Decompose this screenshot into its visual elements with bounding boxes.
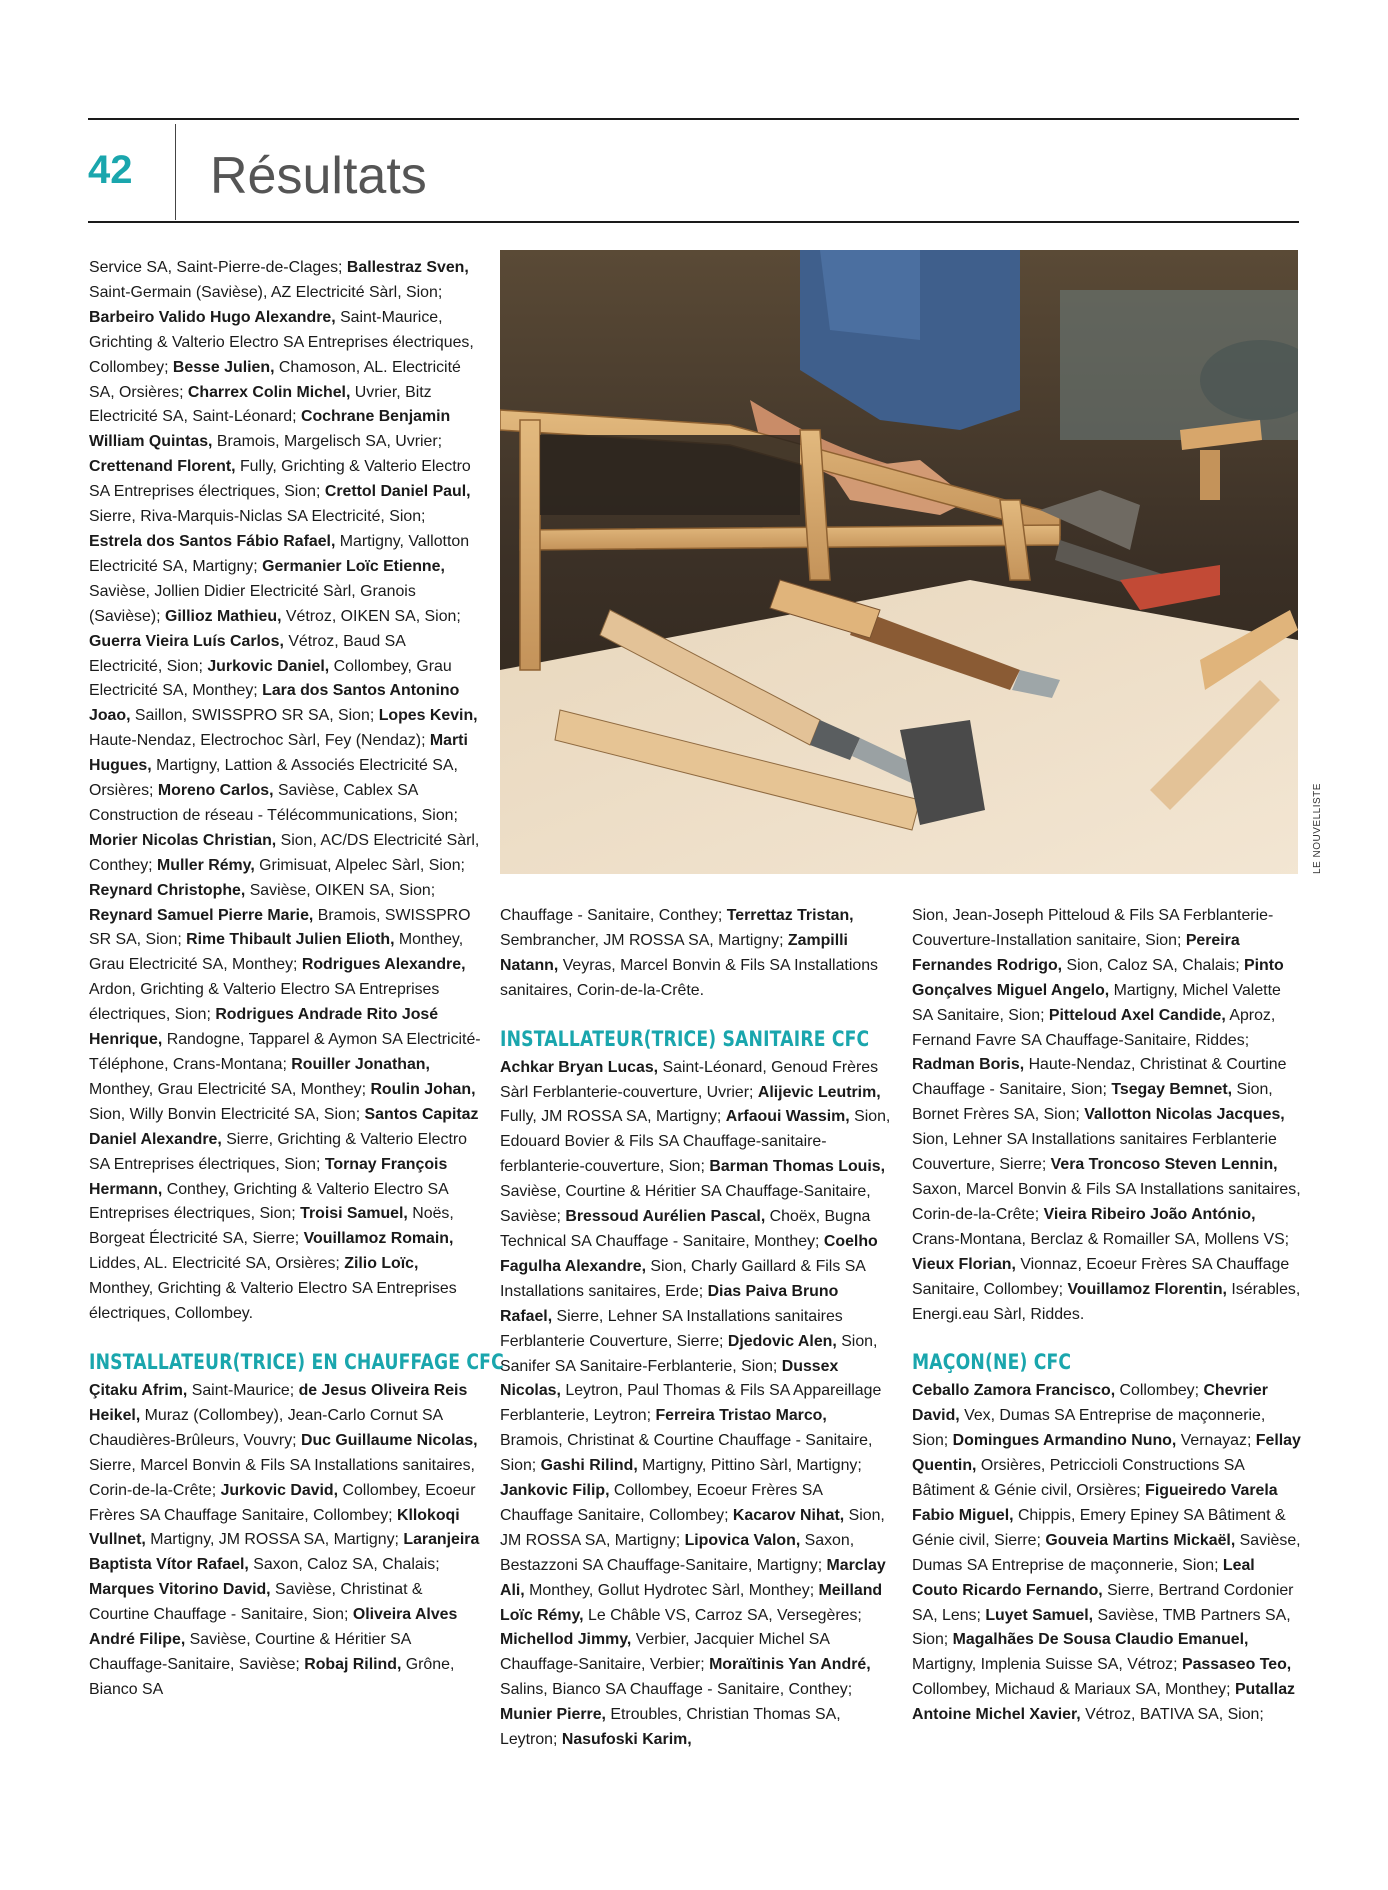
graduate-details: Saxon, Bestazzoni SA Chauffage-Sanitaire, Martigny; [500, 1531, 855, 1574]
graduate-details: Collombey; [1115, 1382, 1204, 1400]
graduate-details: Vionnaz, Ecoeur Frères SA Chauffage Sanitaire, Collombey; [912, 1255, 1290, 1298]
graduate-details: Monthey, Gollut Hydrotec Sàrl, Monthey; [524, 1581, 819, 1599]
graduate-name: Gouveia Martins Mickaël, [1045, 1531, 1236, 1549]
graduate-name: Troisi Samuel, [300, 1205, 408, 1223]
graduate-name: Achkar Bryan Lucas, [500, 1058, 659, 1076]
graduate-name: Laranjeira Baptista Vítor Rafael, [89, 1531, 480, 1574]
graduate-name: Rouiller Jonathan, [291, 1056, 430, 1073]
graduate-details: Savièse, TMB Partners SA, Sion; [912, 1606, 1291, 1649]
graduate-details: Crans-Montana, Berclaz & Romailler SA, Mollens VS; [912, 1230, 1290, 1248]
graduate-details: Choëx, Bugna Technical SA Chauffage - Sanitaire, Monthey; [500, 1208, 871, 1250]
graduate-name: Guerra Vieira Luís Carlos, [89, 632, 284, 650]
carpentry-illustration [500, 250, 1298, 874]
graduate-details: Sion, Edouard Bovier & Fils SA Chauffage-sanitaire-ferblanterie-couverture, Sion; [500, 1108, 891, 1176]
graduate-details: Savièse, Dumas SA Entreprise de maçonnerie, Sion; [912, 1531, 1301, 1574]
graduate-details: Sion, Sanifer SA Sanitaire-Ferblanterie, Sion; [500, 1332, 878, 1375]
graduate-details: Ardon, Grichting & Valterio Electro SA Entreprises électriques, Sion; [89, 981, 440, 1024]
graduate-details: Salins, Bianco SA Chauffage - Sanitaire, Conthey; [500, 1681, 853, 1699]
graduate-name: Passaseo Teo, [1181, 1656, 1292, 1674]
graduate-details: Sion, AC/DS Electricité Sàrl, Conthey; [89, 831, 480, 874]
graduate-details: Bramois, Margelisch SA, Uvrier; [212, 433, 443, 451]
results-paragraph [89, 1379, 481, 1703]
graduate-details: Saxon, Marcel Bonvin & Fils SA Installations sanitaires, Corin-de-la-Crête; [912, 1180, 1301, 1223]
graduate-details: Sierre, Lehner SA Installations sanitaires Ferblanterie Couverture, Sierre; [500, 1307, 843, 1350]
graduate-name: Lopes Kevin, [378, 707, 478, 725]
graduate-details: Verbier, Jacquier Michel SA Chauffage-Sanitaire, Verbier; [500, 1631, 830, 1674]
graduate-details: Vétroz, BATIVA SA, Sion; [1080, 1706, 1264, 1724]
graduate-name: Pinto Gonçalves Miguel Angelo, [912, 956, 1284, 999]
graduate-details: Sion, Bornet Frères SA, Sion; [912, 1081, 1273, 1124]
graduate-name: Lara dos Santos Antonino Joao, [89, 682, 460, 725]
graduate-name: Çitaku Afrim, [89, 1381, 188, 1399]
graduate-name: Ferreira Tristao Marco, [655, 1407, 827, 1425]
graduate-details: Bramois, SWISSPRO SR SA, Sion; [89, 906, 471, 949]
graduate-details: Sion, Jean-Joseph Pitteloud & Fils SA Ferblanterie-Couverture-Installation sanitaire, Sion; [912, 907, 1274, 949]
graduate-name: Ballestraz Sven, [346, 259, 469, 276]
graduate-details: Saxon, Caloz SA, Chalais; [248, 1556, 440, 1574]
graduate-name: Vouillamoz Florentin, [1067, 1280, 1227, 1298]
graduate-details: Veyras, Marcel Bonvin & Fils SA Installations sanitaires, Corin-de-la-Crête. [500, 956, 878, 999]
graduate-name: Crettenand Florent, [89, 458, 236, 476]
graduate-name: Magalhães De Sousa Claudio Emanuel, [952, 1631, 1249, 1649]
graduate-details: Sierre, Marcel Bonvin & Fils SA Installations sanitaires, Corin-de-la-Crête; [89, 1456, 475, 1499]
graduate-details: Muraz (Collombey), Jean-Carlo Cornut SA Chaudières-Brûleurs, Vouvry; [89, 1406, 443, 1449]
graduate-details: Aproz, Fernand Favre SA Chauffage-Sanitaire, Riddes; [912, 1006, 1276, 1049]
graduate-name: Alijevic Leutrim, [757, 1083, 881, 1101]
graduate-name: de Jesus Oliveira Reis Heikel, [89, 1381, 468, 1424]
text-column-3 [912, 904, 1304, 1728]
graduate-name: Kllokoqi Vullnet, [89, 1506, 460, 1549]
woodworking-photo [500, 250, 1298, 874]
graduate-name: Zampilli Natann, [500, 931, 848, 974]
graduate-details: Saillon, SWISSPRO SR SA, Sion; [130, 707, 379, 725]
graduate-details: Saint-Maurice; [187, 1381, 299, 1399]
graduate-details: Savièse, Jollien Didier Electricité Sàrl, Granois (Savièse); [89, 582, 416, 625]
graduate-details: Chippis, Emery Epiney SA Bâtiment & Génie civil, Sierre; [912, 1506, 1286, 1549]
graduate-name: Gillioz Mathieu, [164, 607, 282, 625]
graduate-name: Dias Paiva Bruno Rafael, [500, 1282, 839, 1325]
graduate-name: Barbeiro Valido Hugo Alexandre, [89, 308, 336, 326]
graduate-details: Sierre, Grichting & Valterio Electro SA Entreprises électriques, Sion; [89, 1130, 467, 1173]
page-title: Résultats [210, 147, 427, 205]
graduate-details: Saint-Léonard, Genoud Frères Sàrl Ferblanterie-couverture, Uvrier; [500, 1058, 879, 1101]
graduate-details: Haute-Nendaz, Christinat & Courtine Chauffage - Sanitaire, Sion; [912, 1056, 1287, 1099]
graduate-details: Noës, Borgeat Électricité SA, Sierre; [89, 1205, 454, 1248]
graduate-name: Charrex Colin Michel, [187, 383, 351, 401]
graduate-details: Leytron, Paul Thomas & Fils SA Appareillage Ferblanterie, Leytron; [500, 1382, 882, 1425]
graduate-name: Rodrigues Alexandre, [301, 956, 466, 974]
graduate-details: Savièse, Cablex SA Construction de réseau - Télécommunications, Sion; [89, 782, 458, 824]
graduate-name: Leal Couto Ricardo Fernando, [912, 1556, 1255, 1599]
graduate-name: Estrela dos Santos Fábio Rafael, [89, 532, 336, 550]
graduate-details: Monthey, Grau Electricité SA, Monthey; [89, 931, 464, 974]
graduate-details: Sion, JM ROSSA SA, Martigny; [500, 1506, 885, 1549]
graduate-details: Martigny, JM ROSSA SA, Martigny; [145, 1531, 404, 1549]
graduate-name: Dussex Nicolas, [500, 1357, 839, 1400]
graduate-name: Ceballo Zamora Francisco, [912, 1382, 1116, 1400]
graduate-details: Savièse, Courtine & Héritier SA Chauffage-Sanitaire, Savièse; [89, 1631, 411, 1673]
section-heading: INSTALLATEUR(TRICE) SANITAIRE CFC [500, 1026, 870, 1051]
results-paragraph [912, 904, 1304, 1327]
section-heading: MAÇON(NE) CFC [912, 1350, 1072, 1375]
graduate-details: Grimisuat, Alpelec Sàrl, Sion; [254, 856, 465, 874]
text-column-2 [500, 904, 892, 1753]
graduate-name: Pitteloud Axel Candide, [1048, 1006, 1226, 1024]
graduate-name: Zilio Loïc, [344, 1255, 419, 1273]
graduate-name: Moraïtinis Yan André, [709, 1656, 871, 1674]
graduate-name: Rodrigues Andrade Rito José Henrique, [89, 1006, 439, 1049]
graduate-details: Martigny, Implenia Suisse SA, Vétroz; [912, 1656, 1182, 1674]
graduate-details: Haute-Nendaz, Electrochoc Sàrl, Fey (Nendaz); [89, 732, 430, 750]
graduate-details: Vernayaz; [1176, 1432, 1256, 1450]
graduate-details: Martigny, Vallotton Electricité SA, Martigny; [89, 532, 470, 575]
graduate-name: Crettol Daniel Paul, [324, 483, 471, 501]
photo-credit: LE NOUVELLISTE [1312, 783, 1323, 874]
graduate-name: Reynard Christophe, [89, 881, 246, 899]
graduate-name: Bressoud Aurélien Pascal, [565, 1208, 766, 1226]
graduate-name: Figueiredo Varela Fabio Miguel, [912, 1482, 1278, 1524]
graduate-details: Fully, Grichting & Valterio Electro SA Entreprises électriques, Sion; [89, 458, 471, 501]
graduate-details: Liddes, AL. Electricité SA, Orsières; [89, 1255, 345, 1273]
graduate-details: Le Châble VS, Carroz SA, Versegères; [583, 1606, 862, 1624]
graduate-details: Martigny, Lattion & Associés Electricité SA, Orsières; [89, 757, 458, 800]
graduate-name: Luyet Samuel, [985, 1606, 1094, 1624]
graduate-details: Chamoson, AL. Electricité SA, Orsières; [89, 358, 461, 401]
graduate-details: Sion, Caloz SA, Chalais; [1062, 956, 1245, 974]
graduate-name: Marclay Ali, [500, 1556, 886, 1599]
graduate-details: Saint-Maurice, Grichting & Valterio Electro SA Entreprises électriques, Collombey; [89, 308, 474, 376]
graduate-details: Randogne, Tapparel & Aymon SA Electricité-Téléphone, Crans-Montana; [89, 1031, 481, 1073]
graduate-details: Sion, Lehner SA Installations sanitaires Ferblanterie Couverture, Sierre; [912, 1131, 1277, 1174]
page-number: 42 [88, 148, 133, 192]
graduate-name: Marti Hugues, [89, 732, 468, 775]
results-paragraph [89, 256, 481, 1327]
graduate-name: Germanier Loïc Etienne, [262, 557, 445, 575]
graduate-details: Grône, Bianco SA [89, 1655, 455, 1698]
graduate-details: Saint-Germain (Savièse), AZ Electricité Sàrl, Sion; [89, 283, 443, 301]
graduate-name: Chevrier David, [912, 1382, 1268, 1425]
graduate-details: Etroubles, Christian Thomas SA, Leytron; [500, 1706, 841, 1749]
graduate-name: Vera Troncoso Steven Lennin, [1050, 1156, 1278, 1174]
graduate-details: Monthey, Grau Electricité SA, Monthey; [89, 1080, 371, 1098]
graduate-name: Marques Vitorino David, [89, 1581, 271, 1599]
graduate-details: Service SA, Saint-Pierre-de-Clages; [89, 259, 347, 276]
graduate-name: Coelho Fagulha Alexandre, [500, 1232, 878, 1275]
graduate-details: Vex, Dumas SA Entreprise de maçonnerie, Sion; [912, 1407, 1266, 1450]
graduate-name: Arfaoui Wassim, [725, 1108, 850, 1126]
graduate-name: Jurkovic David, [220, 1481, 339, 1499]
graduate-name: Kacarov Nihat, [732, 1506, 845, 1524]
graduate-name: Tsegay Bemnet, [1111, 1081, 1233, 1099]
results-paragraph [500, 1056, 892, 1753]
graduate-name: Domingues Armandino Nuno, [952, 1432, 1177, 1450]
graduate-details: Sierre, Bertrand Cordonier SA, Lens; [912, 1581, 1294, 1624]
graduate-details: Vétroz, Baud SA Electricité, Sion; [89, 632, 405, 675]
graduate-details: Sierre, Riva-Marquis-Niclas SA Electricité, Sion; [89, 508, 426, 526]
graduate-name: Lipovica Valon, [684, 1531, 801, 1549]
graduate-name: Munier Pierre, [500, 1706, 606, 1724]
graduate-name: Besse Julien, [172, 358, 275, 376]
graduate-name: Duc Guillaume Nicolas, [300, 1431, 478, 1449]
graduate-name: Barman Thomas Louis, [709, 1158, 886, 1176]
graduate-details: Isérables, Energi.eau Sàrl, Riddes. [912, 1280, 1301, 1323]
graduate-details: Collombey, Michaud & Mariaux SA, Monthey; [912, 1681, 1235, 1699]
graduate-name: Pereira Fernandes Rodrigo, [912, 931, 1240, 974]
header-rule-bottom [88, 221, 1299, 223]
graduate-details: Fully, JM ROSSA SA, Martigny; [500, 1108, 726, 1126]
graduate-name: Oliveira Alves André Filipe, [89, 1606, 458, 1649]
graduate-name: Terrettaz Tristan, [726, 907, 854, 924]
graduate-name: Nasufoski Karim, [561, 1731, 692, 1749]
graduate-details: Martigny, Michel Valette SA Sanitaire, Sion; [912, 981, 1281, 1024]
graduate-details: Vétroz, OIKEN SA, Sion; [281, 607, 461, 625]
graduate-details: Savièse, Courtine & Héritier SA Chauffage-Sanitaire, Savièse; [500, 1183, 871, 1226]
graduate-name: Roulin Johan, [370, 1080, 476, 1098]
graduate-details: Collombey, Ecoeur Frères SA Chauffage Sanitaire, Collombey; [89, 1481, 476, 1524]
header-separator [175, 124, 176, 220]
graduate-name: Vouillamoz Romain, [303, 1230, 454, 1248]
graduate-name: Rime Thibault Julien Elioth, [186, 931, 395, 949]
graduate-name: Jankovic Filip, [500, 1482, 610, 1500]
graduate-name: Putallaz Antoine Michel Xavier, [912, 1681, 1296, 1724]
graduate-name: Muller Rémy, [157, 856, 255, 874]
graduate-name: Michellod Jimmy, [500, 1631, 632, 1649]
graduate-details: Monthey, Grichting & Valterio Electro SA Entreprises électriques, Collombey. [89, 1280, 457, 1323]
graduate-details: Martigny, Pittino Sàrl, Martigny; [637, 1457, 862, 1475]
graduate-name: Radman Boris, [912, 1056, 1025, 1074]
graduate-name: Moreno Carlos, [157, 782, 274, 800]
graduate-details: Savièse, OIKEN SA, Sion; [245, 881, 436, 899]
graduate-details: Collombey, Grau Electricité SA, Monthey; [89, 657, 452, 700]
graduate-name: Gashi Rilind, [540, 1457, 638, 1475]
graduate-name: Reynard Samuel Pierre Marie, [89, 906, 314, 924]
graduate-name: Fellay Quentin, [912, 1432, 1301, 1475]
graduate-details: Collombey, Ecoeur Frères SA Chauffage Sanitaire, Collombey; [500, 1482, 823, 1524]
graduate-details: Sembrancher, JM ROSSA SA, Martigny; [500, 931, 788, 949]
graduate-name: Tornay François Hermann, [89, 1155, 448, 1198]
graduate-name: Djedovic Alen, [727, 1332, 837, 1350]
graduate-name: Vallotton Nicolas Jacques, [1084, 1106, 1285, 1124]
graduate-name: Robaj Rilind, [304, 1655, 402, 1673]
graduate-name: Morier Nicolas Christian, [89, 831, 277, 849]
graduate-details: Savièse, Christinat & Courtine Chauffage - Sanitaire, Sion; [89, 1581, 423, 1624]
graduate-details: Conthey, Grichting & Valterio Electro SA Entreprises électriques, Sion; [89, 1180, 448, 1223]
graduate-details: Chauffage - Sanitaire, Conthey; [500, 907, 727, 924]
graduate-details: Sion, Charly Gaillard & Fils SA Installations sanitaires, Erde; [500, 1257, 866, 1300]
graduate-details: Uvrier, Bitz Electricité SA, Saint-Léonard; [89, 383, 432, 426]
graduate-name: Jurkovic Daniel, [207, 657, 330, 675]
graduate-details: Sion, Willy Bonvin Electricité SA, Sion; [89, 1105, 365, 1123]
results-paragraph [912, 1379, 1304, 1728]
graduate-details: Bramois, Christinat & Courtine Chauffage - Sanitaire, Sion; [500, 1432, 873, 1475]
graduate-name: Santos Capitaz Daniel Alexandre, [89, 1105, 479, 1148]
graduate-name: Vieux Florian, [912, 1255, 1016, 1273]
header-rule-top [88, 118, 1299, 120]
graduate-name: Cochrane Benjamin William Quintas, [89, 408, 451, 451]
graduate-details: Orsières, Petriccioli Constructions SA Bâtiment & Génie civil, Orsières; [912, 1457, 1245, 1500]
results-paragraph [500, 904, 892, 1004]
graduate-name: Meilland Loïc Rémy, [500, 1581, 883, 1624]
graduate-name: Vieira Ribeiro João António, [1043, 1205, 1256, 1223]
text-column-1 [89, 256, 504, 1703]
section-heading: INSTALLATEUR(TRICE) EN CHAUFFAGE CFC [89, 1349, 504, 1374]
